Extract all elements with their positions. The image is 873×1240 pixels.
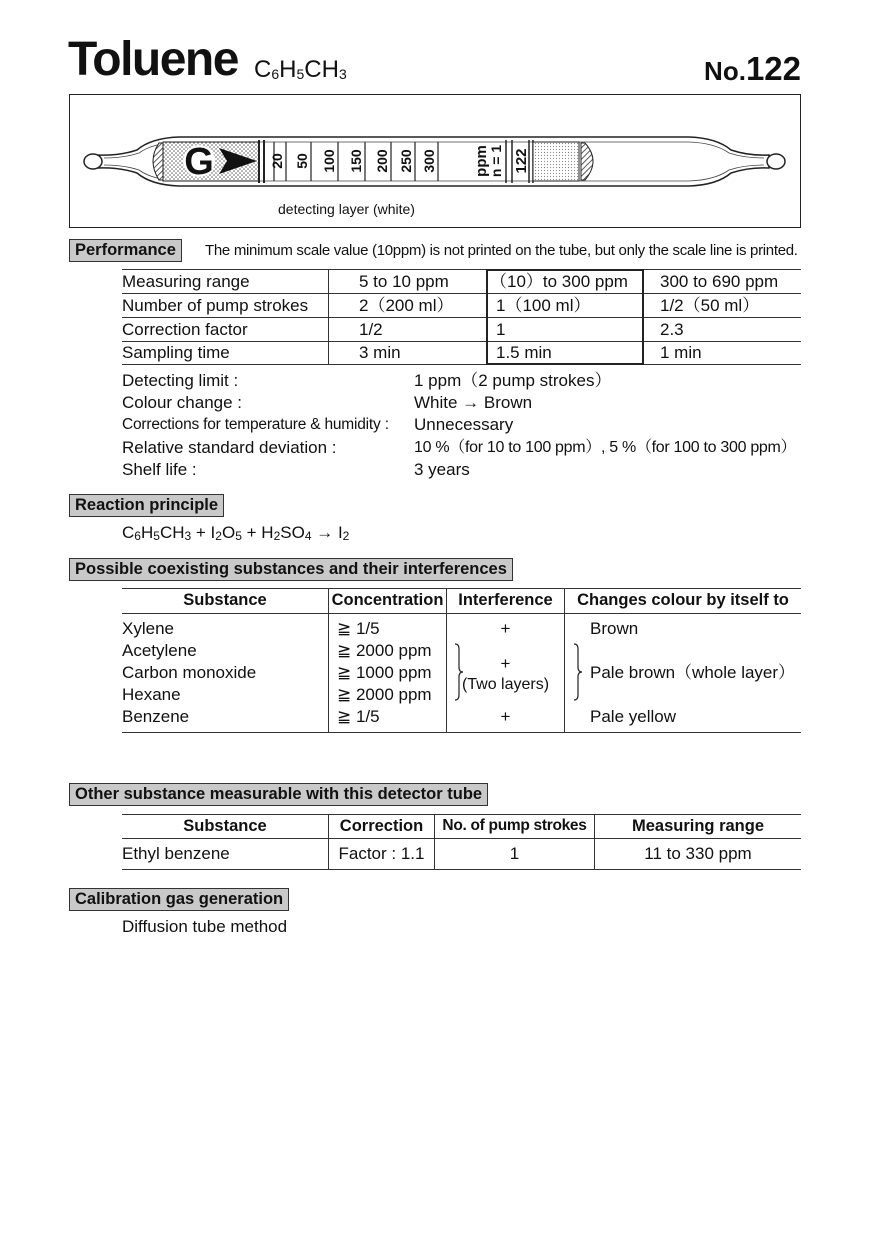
perf-label-1: Number of pump strokes — [122, 296, 309, 315]
performance-note: The minimum scale value (10ppm) is not printed on the tube, but only the scale line is printed. — [205, 242, 798, 259]
page-title: Toluene — [68, 33, 238, 86]
detail-label: Detecting limit : — [122, 371, 239, 390]
colour-change: Pale yellow — [590, 707, 676, 726]
perf-cell: 1（100 ml） — [496, 296, 591, 315]
perf-label-2: Correction factor — [122, 320, 248, 339]
concentration: ≧ 2000 ppm — [337, 641, 432, 660]
tube-strokes-label: n = 1 — [488, 144, 504, 178]
substance-name: Hexane — [122, 685, 181, 704]
perf-cell: 1/2 — [359, 320, 383, 339]
concentration: ≧ 1000 ppm — [337, 663, 432, 682]
left-brace-icon — [452, 643, 464, 701]
colour-change: Brown — [590, 619, 639, 638]
detail-label: Relative standard deviation : — [122, 438, 337, 457]
interference-note: (Two layers) — [461, 676, 550, 693]
perf-label-0: Measuring range — [122, 272, 250, 291]
reaction-equation: $C_6H_5CH_3 + I_2O_5 + H_2SO_4 \to I_2$ — [122, 523, 350, 543]
perf-cell: 300 to 690 ppm — [660, 272, 779, 291]
col-header: Concentration — [331, 591, 444, 609]
performance-heading: Performance — [69, 239, 182, 262]
col-header: Interference — [458, 591, 553, 609]
tube-number: No.122 — [704, 50, 801, 87]
g-logo: G — [184, 141, 214, 183]
concentration: ≧ 1/5 — [337, 707, 380, 726]
col-header: Correction — [339, 817, 424, 835]
col-header: Substance — [183, 817, 267, 835]
col-header: Substance — [183, 591, 267, 609]
other-substance-heading: Other substance measurable with this detector tube — [69, 783, 488, 806]
scale-label: 200 — [374, 149, 390, 173]
scale-label: 300 — [421, 149, 437, 173]
calibration-heading: Calibration gas generation — [69, 888, 289, 911]
detail-value: Unnecessary — [414, 415, 514, 434]
interferences-heading: Possible coexisting substances and their interferences — [69, 558, 513, 581]
interference-mark: + — [500, 654, 511, 673]
substance-name: Benzene — [122, 707, 190, 726]
scale-label: 50 — [294, 153, 310, 169]
other-cell: Ethyl benzene — [122, 844, 230, 863]
col-header: Measuring range — [631, 817, 765, 835]
col-header: Changes colour by itself to — [577, 591, 789, 609]
other-cell: 1 — [509, 844, 520, 863]
tube-code-label: 122 — [513, 148, 530, 174]
scale-label: 150 — [348, 149, 364, 173]
concentration: ≧ 1/5 — [337, 619, 380, 638]
perf-cell: 2（200 ml） — [359, 296, 454, 315]
perf-cell: 1 — [496, 320, 506, 339]
detail-value: 10 %（for 10 to 100 ppm）, 5 %（for 100 to 300 ppm） — [414, 439, 797, 456]
substance-name: Carbon monoxide — [122, 663, 257, 682]
interference-mark: + — [500, 707, 511, 726]
col-header: No. of pump strokes — [442, 817, 587, 834]
detail-value: 1 ppm（2 pump strokes） — [414, 371, 612, 390]
perf-label-3: Sampling time — [122, 343, 230, 362]
scale-label: 20 — [269, 153, 285, 169]
interference-mark: + — [500, 619, 511, 638]
colour-change: Pale brown（whole layer） — [590, 663, 796, 682]
calibration-method: Diffusion tube method — [122, 917, 288, 936]
other-cell: Factor : 1.1 — [338, 844, 425, 863]
perf-cell: 1.5 min — [496, 343, 552, 362]
other-cell: 11 to 330 ppm — [644, 844, 752, 863]
reaction-heading: Reaction principle — [69, 494, 224, 517]
perf-cell: 1/2（50 ml） — [660, 296, 760, 315]
detecting-layer-caption: detecting layer (white) — [278, 201, 415, 217]
detail-value: White → Brown — [414, 393, 533, 412]
perf-cell: 2.3 — [660, 320, 684, 339]
substance-name: Acetylene — [122, 641, 197, 660]
detail-label: Colour change : — [122, 393, 243, 412]
scale-label: 250 — [398, 149, 414, 173]
chemical-formula: $C_6H_5CH_3$ — [254, 56, 347, 83]
detector-tube-drawing — [69, 94, 801, 228]
detail-value: 3 years — [414, 460, 470, 479]
scale-label: 100 — [321, 149, 337, 173]
perf-cell: （10）to 300 ppm — [490, 272, 628, 291]
tube-unit-label: ppm — [473, 145, 490, 177]
perf-cell: 1 min — [660, 343, 702, 362]
detail-label: Shelf life : — [122, 460, 197, 479]
substance-name: Xylene — [122, 619, 174, 638]
right-brace-icon — [571, 643, 583, 701]
concentration: ≧ 2000 ppm — [337, 685, 432, 704]
perf-cell: 5 to 10 ppm — [359, 272, 449, 291]
perf-cell: 3 min — [359, 343, 401, 362]
detail-label: Corrections for temperature & humidity : — [122, 416, 389, 433]
